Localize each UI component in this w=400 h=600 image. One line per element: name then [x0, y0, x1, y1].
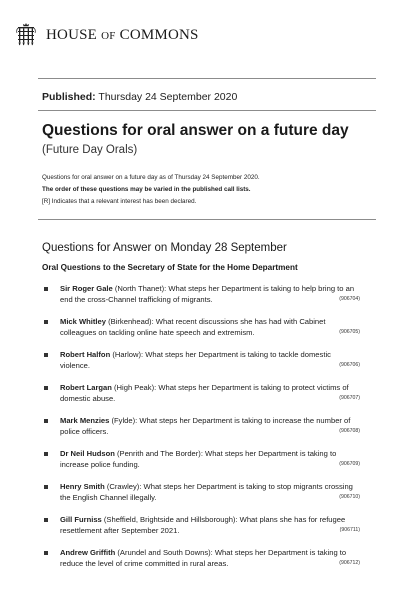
bullet-icon — [44, 452, 48, 456]
question-item — [42, 349, 360, 372]
divider-top — [38, 78, 376, 79]
section-heading: Questions for Answer on Monday 28 September — [42, 242, 287, 254]
house-of-commons-title: HOUSE OF COMMONS — [46, 27, 199, 43]
question-text: (North Thanet): What steps her Department is taking to help bring to an end the cross-Channel trafficking of migrants. — [60, 284, 355, 304]
questions-list — [42, 283, 360, 580]
question-item — [42, 382, 360, 405]
bullet-icon — [44, 320, 48, 324]
bullet-icon — [44, 353, 48, 357]
bullet-icon — [44, 419, 48, 423]
question-item — [42, 316, 360, 339]
bullet-icon — [44, 551, 48, 555]
member-name: Dr Neil Hudson — [60, 449, 115, 458]
question-item — [42, 283, 360, 306]
member-name: Andrew Griffith — [60, 548, 116, 557]
intro-line-2: The order of these questions may be varied in the published call lists. — [42, 186, 251, 193]
question-item — [42, 547, 360, 570]
divider-bottom — [38, 219, 376, 220]
question-ref: (906711) — [339, 527, 360, 533]
divider-middle — [38, 110, 376, 111]
member-name: Mick Whitley — [60, 317, 106, 326]
member-name: Sir Roger Gale — [60, 284, 113, 293]
bullet-icon — [44, 386, 48, 390]
intro-line-3: [R] Indicates that a relevant interest has been declared. — [42, 198, 197, 205]
subsection-heading: Oral Questions to the Secretary of State for the Home Department — [42, 263, 298, 272]
question-text: (Penrith and The Border): What steps her Department is taking to increase police funding. — [60, 449, 337, 469]
member-name: Henry Smith — [60, 482, 105, 491]
question-ref: (906710) — [339, 494, 360, 500]
question-item — [42, 415, 360, 438]
published-line — [42, 91, 237, 103]
page-header — [16, 22, 199, 48]
question-ref: (906708) — [339, 428, 360, 434]
question-ref: (906707) — [339, 395, 360, 401]
member-name: Robert Halfon — [60, 350, 111, 359]
member-name: Gill Furniss — [60, 515, 102, 524]
question-ref: (906706) — [339, 362, 360, 368]
bullet-icon — [44, 485, 48, 489]
page-subtitle: (Future Day Orals) — [42, 144, 138, 156]
question-text: (Arundel and South Downs): What steps her Department is taking to reduce the level of crime committed in rural areas. — [60, 548, 347, 568]
question-ref: (906704) — [339, 296, 360, 302]
published-label: Published: — [42, 91, 96, 103]
portcullis-icon — [16, 22, 36, 48]
question-text: (Fylde): What steps her Department is taking to increase the number of police officers. — [60, 416, 351, 436]
question-text: (Harlow): What steps her Department is taking to tackle domestic violence. — [60, 350, 331, 370]
member-name: Mark Menzies — [60, 416, 110, 425]
question-ref: (906712) — [339, 560, 360, 566]
intro-notes — [42, 172, 362, 208]
published-date: Thursday 24 September 2020 — [95, 91, 238, 103]
question-item — [42, 448, 360, 471]
question-text: (Birkenhead): What recent discussions she has had with Cabinet colleagues on tackling online hate speech and extremism. — [60, 317, 326, 337]
question-item — [42, 481, 360, 504]
page-title: Questions for oral answer on a future day — [42, 122, 349, 139]
intro-line-1: Questions for oral answer on a future day as of Thursday 24 September 2020. — [42, 174, 260, 181]
member-name: Robert Largan — [60, 383, 112, 392]
bullet-icon — [44, 287, 48, 291]
question-text: (High Peak): What steps her Department is taking to protect victims of domestic abuse. — [60, 383, 349, 403]
question-item — [42, 514, 360, 537]
question-ref: (906705) — [339, 329, 360, 335]
question-ref: (906709) — [339, 461, 360, 467]
question-text: (Crawley): What steps her Department is taking to stop migrants crossing the English Channel illegally. — [60, 482, 353, 502]
question-text: (Sheffield, Brightside and Hillsborough): What plans she has for refugee resettlement after September 2021. — [60, 515, 346, 535]
bullet-icon — [44, 518, 48, 522]
